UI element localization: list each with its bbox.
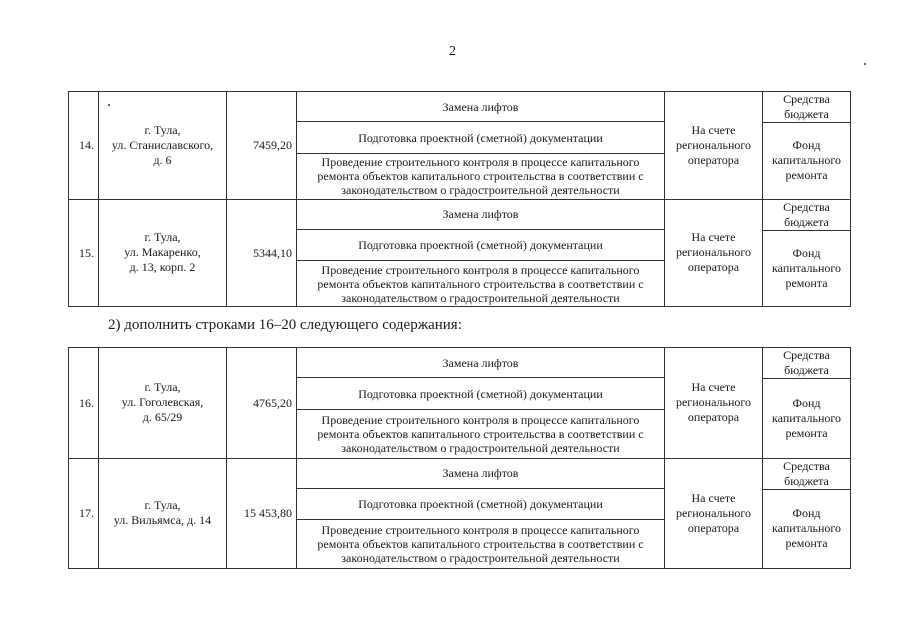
work-item [297,199,665,229]
repair-table-2 [68,347,851,569]
financing-method [665,92,763,200]
financing-line: На счете [691,380,736,395]
work-line: законодательством о градостроительной деятельности [341,551,620,566]
address [99,92,227,200]
work-line: Замена лифтов [442,99,519,114]
source-line: капитального [772,521,841,536]
financing-line: регионального [675,137,752,152]
work-line: Подготовка проектной (сметной) документации [358,130,603,145]
funding-source [763,230,850,306]
table-row [69,199,851,229]
address-line: г. Тула, [144,380,181,395]
work-line: Проведение строительного контроля в процессе капитального [321,412,640,427]
work-item [297,153,665,199]
funding-sources [763,199,851,307]
source-line: капитального [772,410,841,425]
financing-line: оператора [687,152,740,167]
work-line: Проведение строительного контроля в процессе капитального [321,155,640,170]
address-line: г. Тула, [144,230,181,245]
address-line: д. 65/29 [142,410,183,425]
financing-line: На счете [691,490,736,505]
work-line: законодательством о градостроительной деятельности [341,183,620,198]
cost-value: 4765,20 [227,348,297,459]
work-line: Замена лифтов [442,355,519,370]
work-item [297,92,665,122]
financing-line: регионального [675,245,752,260]
financing-line: На счете [691,122,736,137]
financing-line: регионального [675,505,752,520]
source-line: Средства [783,458,830,473]
repair-table-1 [68,91,851,307]
source-line: капитального [772,260,841,275]
work-line: ремонта объектов капитального строительства в соответствии с [317,169,644,184]
work-item [297,229,665,260]
work-item [297,378,665,409]
source-line: Средства [783,348,830,362]
funding-sources [763,348,851,459]
address [99,199,227,307]
address-line: ул. Станиславского, [111,137,214,152]
work-line: Подготовка проектной (сметной) документации [358,238,603,253]
row-number: 16. [69,348,99,459]
work-line: законодательством о градостроительной деятельности [341,290,620,305]
work-line: ремонта объектов капитального строительства в соответствии с [317,537,644,552]
address [99,348,227,459]
work-line: Замена лифтов [442,466,519,481]
source-line: бюджета [784,363,829,377]
work-item [297,409,665,458]
funding-source [763,348,850,379]
work-item [297,520,665,569]
funding-sources [763,458,851,569]
funding-source [763,489,850,568]
address-line: д. 6 [153,152,172,167]
table-row [69,92,851,122]
source-line: бюджета [784,107,829,121]
financing-line: На счете [691,230,736,245]
financing-method [665,348,763,459]
row-number: 17. [69,458,99,569]
source-line: Средства [783,199,830,214]
financing-line: оператора [687,260,740,275]
work-item [297,122,665,153]
work-line: Подготовка проектной (сметной) документации [358,497,603,512]
source-line: Фонд [792,245,821,260]
row-number: 15. [69,199,99,307]
source-line: бюджета [784,473,829,488]
source-line: Фонд [792,395,821,410]
funding-source [763,92,850,123]
work-line: ремонта объектов капитального строительства в соответствии с [317,276,644,291]
address [99,458,227,569]
financing-line: оператора [687,410,740,425]
financing-line: оператора [687,520,740,535]
work-line: законодательством о градостроительной деятельности [341,440,620,455]
address-line: д. 13, корп. 2 [129,260,196,275]
funding-source [763,200,850,231]
address-line: ул. Макаренко, [124,245,201,260]
funding-sources-stack [763,348,850,458]
work-line: Проведение строительного контроля в процессе капитального [321,523,640,538]
funding-source [763,123,850,199]
funding-source [763,379,850,458]
work-line: ремонта объектов капитального строительства в соответствии с [317,426,644,441]
financing-method [665,458,763,569]
source-line: ремонта [785,425,828,440]
cost-value: 7459,20 [227,92,297,200]
source-line: бюджета [784,214,829,229]
cost-value: 5344,10 [227,199,297,307]
source-line: ремонта [785,275,828,290]
funding-sources-stack [763,200,850,307]
cost-value: 15 453,80 [227,458,297,569]
source-line: ремонта [785,168,828,183]
work-item [297,348,665,378]
financing-method [665,199,763,307]
amendment-statement: 2) дополнить строками 16–20 следующего содержания: [108,317,462,333]
scan-mark [864,63,866,65]
work-line: Замена лифтов [442,207,519,222]
work-line: Проведение строительного контроля в процессе капитального [321,262,640,277]
page-number: 2 [449,44,456,59]
funding-sources-stack [763,92,850,199]
work-item [297,261,665,307]
source-line: капитального [772,153,841,168]
source-line: Средства [783,92,830,106]
address-line: ул. Вильямса, д. 14 [113,513,212,528]
address-line: ул. Гоголевская, [121,395,204,410]
table-row [69,458,851,488]
funding-sources [763,92,851,200]
source-line: Фонд [792,138,821,153]
row-number: 14. [69,92,99,200]
source-line: Фонд [792,506,821,521]
address-line: г. Тула, [144,498,181,513]
work-item [297,458,665,488]
source-line: ремонта [785,536,828,551]
funding-sources-stack [763,459,850,569]
work-item [297,488,665,519]
funding-source [763,459,850,490]
financing-line: регионального [675,395,752,410]
address-line: г. Тула, [144,122,181,137]
work-line: Подготовка проектной (сметной) документации [358,386,603,401]
table-row [69,348,851,378]
